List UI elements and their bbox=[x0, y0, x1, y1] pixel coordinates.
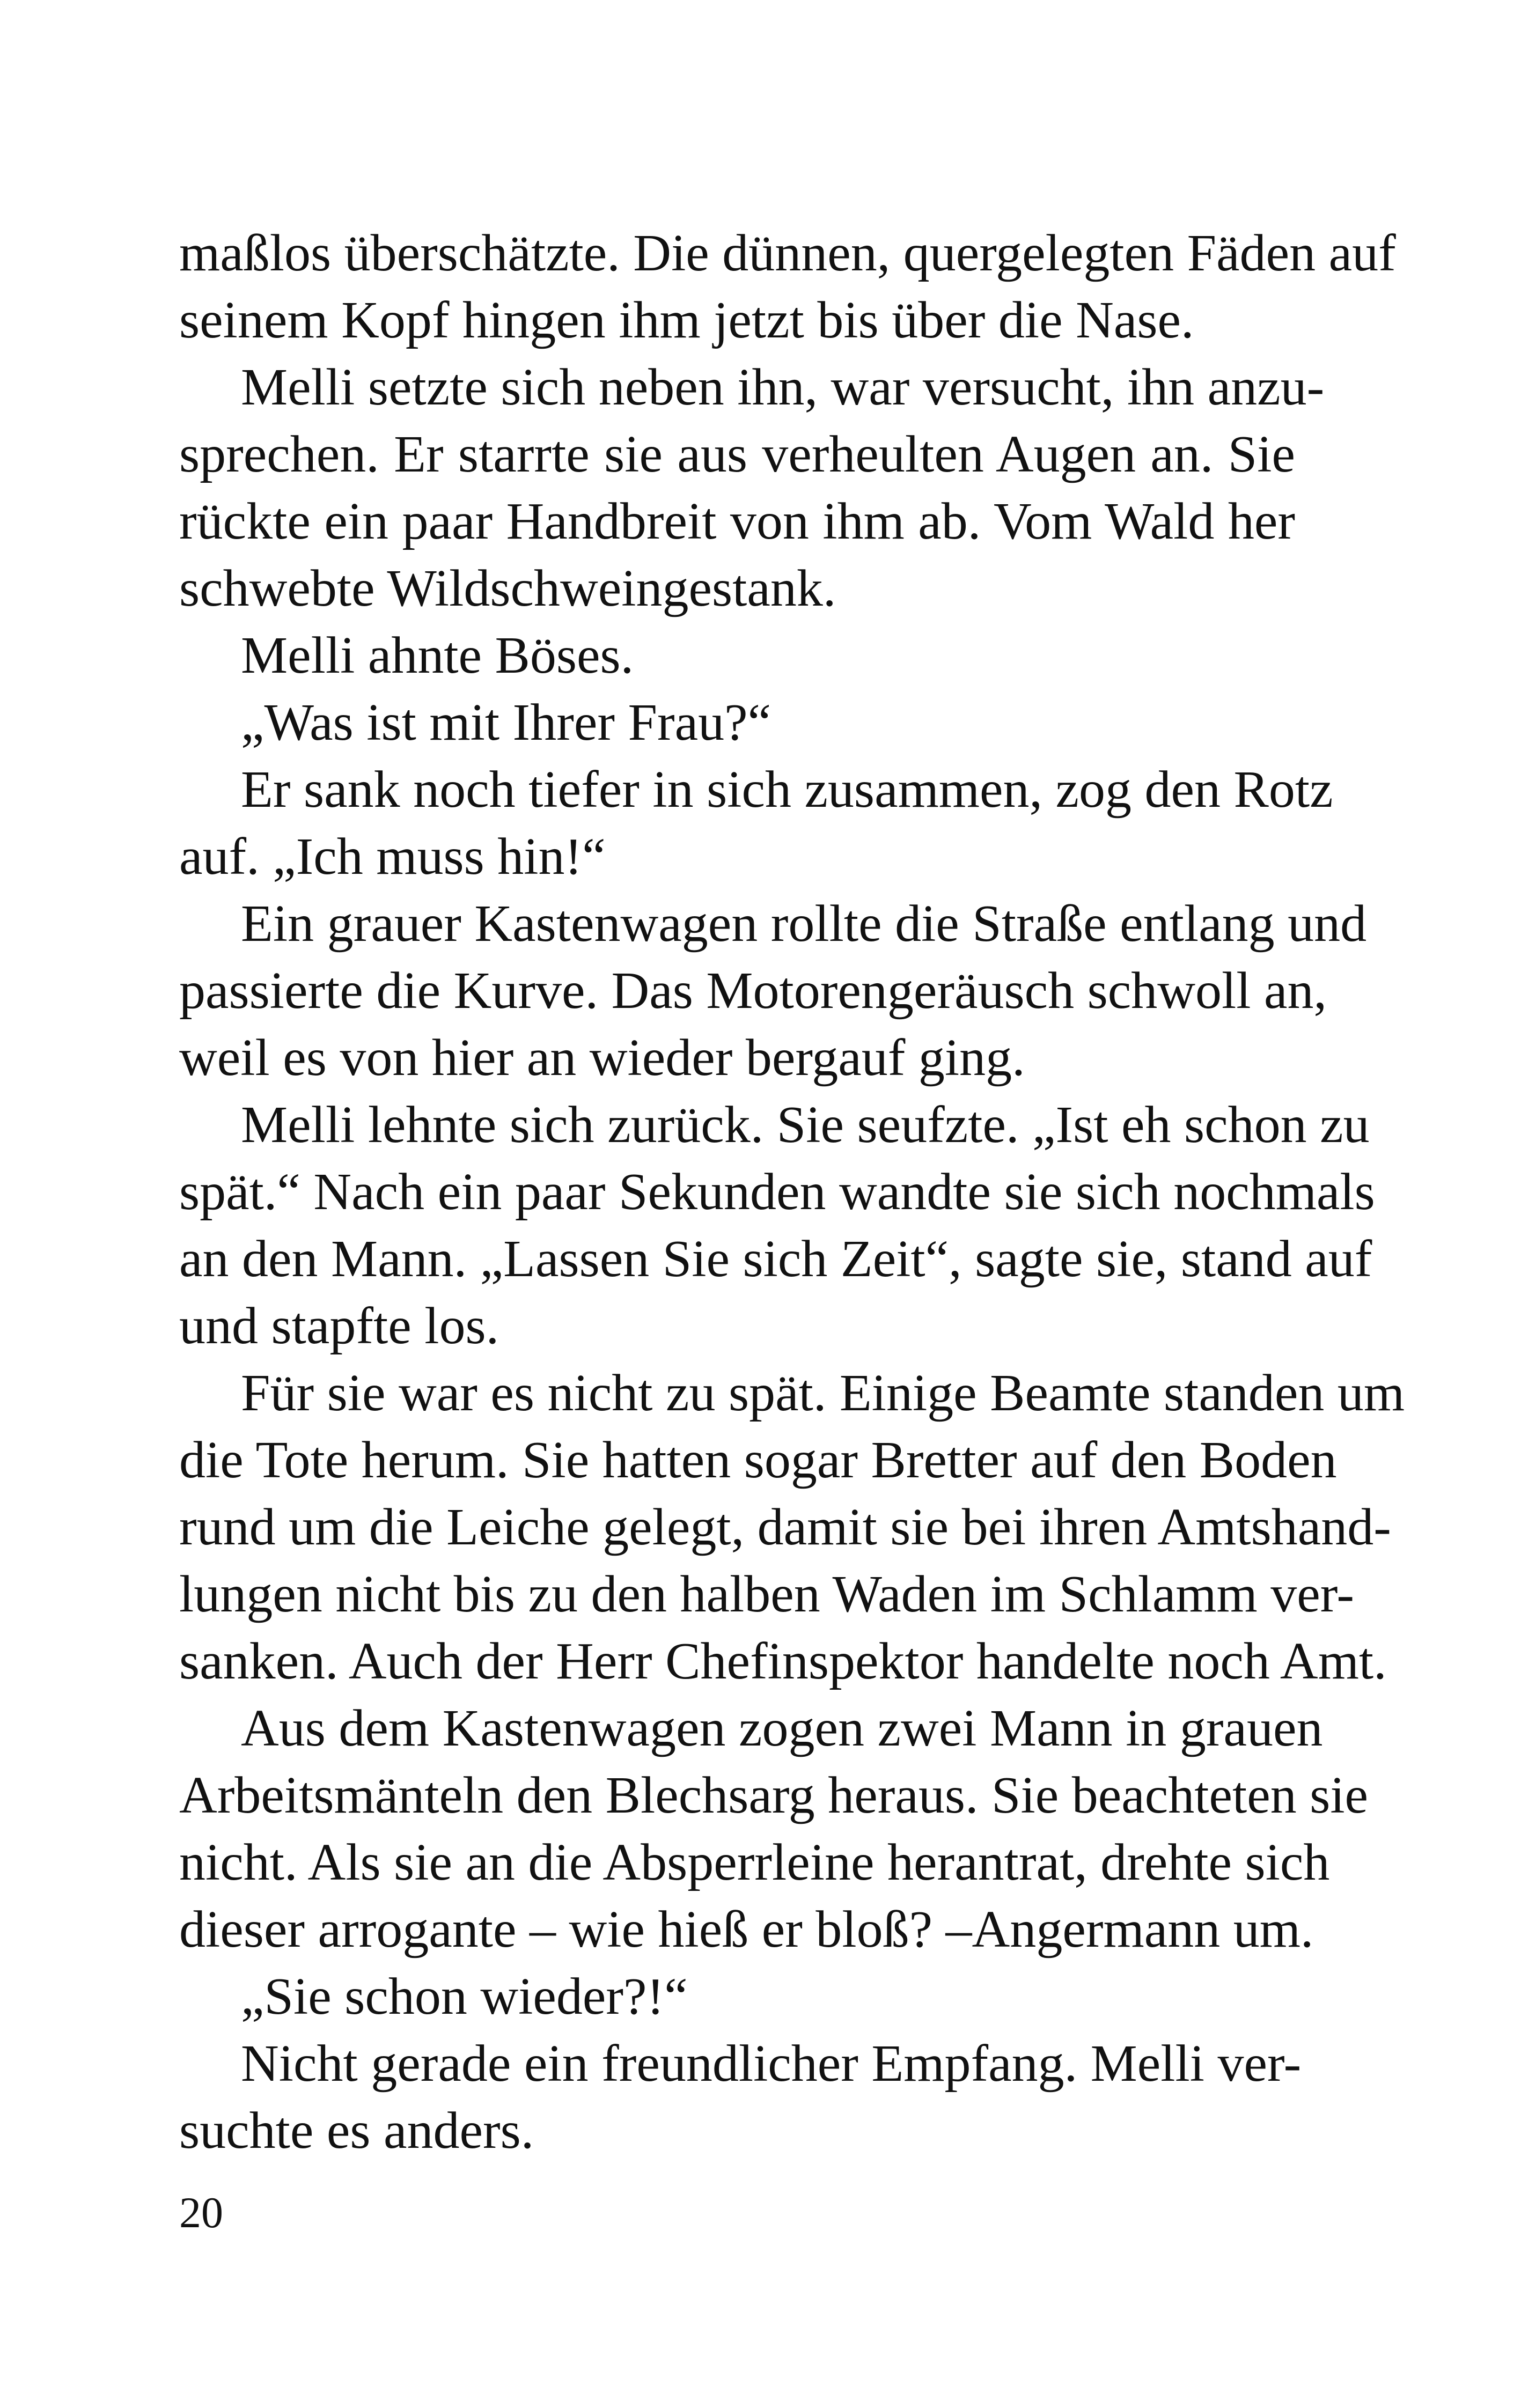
text-line: Nicht gerade ein freundlicher Empfang. Melli ver- bbox=[241, 2035, 1302, 2093]
text-line: spät.“ Nach ein paar Sekunden wandte sie sich nochmals bbox=[179, 1163, 1375, 1221]
text-line: rückte ein paar Handbreit von ihm ab. Vom Wald her bbox=[179, 492, 1295, 550]
text-line: an den Mann. „Lassen Sie sich Zeit“, sagte sie, stand auf bbox=[179, 1230, 1372, 1288]
text-line: Melli ahnte Böses. bbox=[241, 627, 634, 684]
text-line: nicht. Als sie an die Absperrleine herantrat, drehte sich bbox=[179, 1833, 1330, 1891]
text-line: Melli lehnte sich zurück. Sie seufzte. „Ist eh schon zu bbox=[241, 1096, 1370, 1154]
text-line: passierte die Kurve. Das Motorengeräusch schwoll an, bbox=[179, 962, 1327, 1020]
text-line: weil es von hier an wieder bergauf ging. bbox=[179, 1029, 1025, 1087]
text-line: rund um die Leiche gelegt, damit sie bei ihren Amtshand- bbox=[179, 1498, 1391, 1556]
text-line: und stapfte los. bbox=[179, 1297, 499, 1355]
text-line: seinem Kopf hingen ihm jetzt bis über die Nase. bbox=[179, 291, 1194, 349]
text-line: maßlos überschätzte. Die dünnen, quergelegten Fäden auf bbox=[179, 224, 1396, 282]
text-line: Für sie war es nicht zu spät. Einige Beamte standen um bbox=[241, 1364, 1405, 1422]
text-line: schwebte Wildschweingestank. bbox=[179, 559, 836, 617]
text-line: Arbeitsmänteln den Blechsarg heraus. Sie beachteten sie bbox=[179, 1766, 1369, 1824]
text-line: Ein grauer Kastenwagen rollte die Straße entlang und bbox=[241, 895, 1367, 953]
page-number: 20 bbox=[179, 2188, 223, 2237]
text-line: sprechen. Er starrte sie aus verheulten Augen an. Sie bbox=[179, 425, 1295, 483]
text-line: suchte es anders. bbox=[179, 2102, 534, 2160]
text-line: auf. „Ich muss hin!“ bbox=[179, 828, 606, 886]
text-line: lungen nicht bis zu den halben Waden im Schlamm ver- bbox=[179, 1565, 1355, 1623]
text-line: dieser arrogante – wie hieß er bloß? –Angermann um. bbox=[179, 1901, 1314, 1958]
text-line: „Sie schon wieder?!“ bbox=[241, 1968, 688, 2026]
text-line: „Was ist mit Ihrer Frau?“ bbox=[241, 694, 771, 752]
text-line: sanken. Auch der Herr Chefinspektor handelte noch Amt. bbox=[179, 1632, 1387, 1690]
text-line: die Tote herum. Sie hatten sogar Bretter auf den Boden bbox=[179, 1431, 1337, 1489]
text-line: Aus dem Kastenwagen zogen zwei Mann in grauen bbox=[241, 1699, 1323, 1757]
text-line: Melli setzte sich neben ihn, war versucht, ihn anzu- bbox=[241, 358, 1325, 416]
text-line: Er sank noch tiefer in sich zusammen, zog den Rotz bbox=[241, 761, 1333, 819]
body-text bbox=[179, 220, 1405, 2164]
